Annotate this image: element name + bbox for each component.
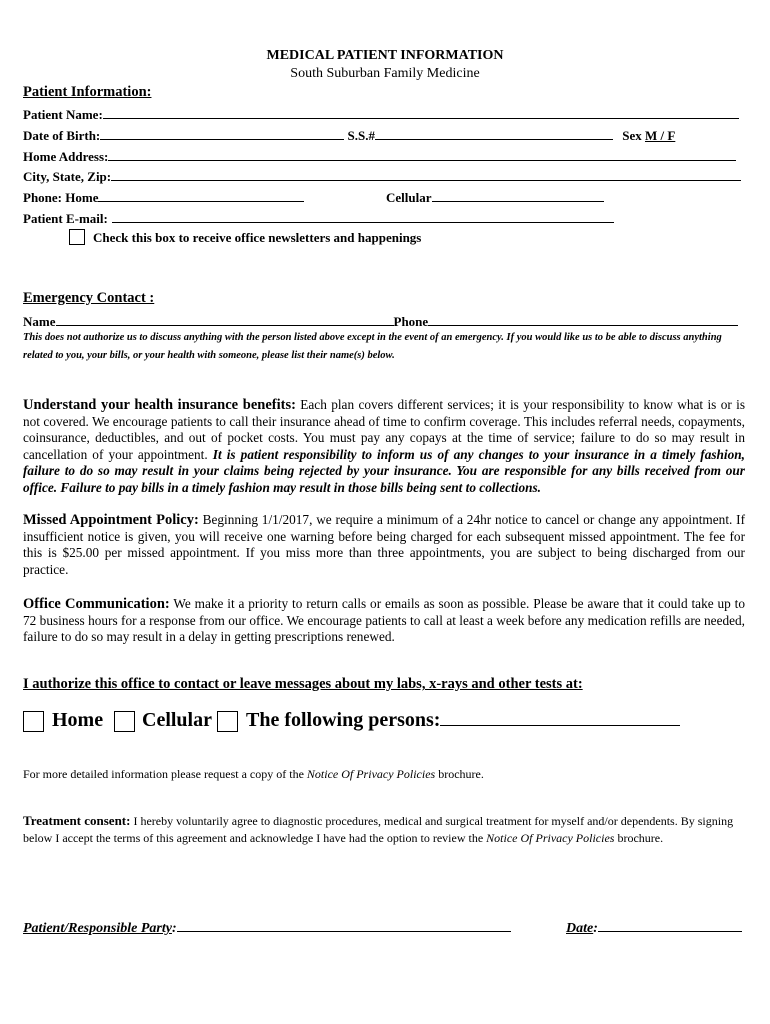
consent-text: I hereby voluntarily agree to diagnostic procedures, medical and surgical treatment for myself and/or dependents. By signing below I accept the terms of this agreement and acknowledge I have had the option to review the bbox=[23, 814, 734, 845]
ss-label: S.S.# bbox=[347, 128, 375, 143]
address-field[interactable] bbox=[108, 148, 736, 161]
missed-appointment-paragraph bbox=[23, 512, 745, 578]
practice-name: South Suburban Family Medicine bbox=[290, 66, 480, 81]
sex-label: Sex bbox=[622, 128, 642, 143]
patient-name-field[interactable] bbox=[103, 106, 739, 119]
dob-field[interactable] bbox=[100, 127, 344, 140]
city-field[interactable] bbox=[111, 168, 741, 181]
authorize-persons-field[interactable] bbox=[440, 709, 680, 726]
dob-label: Date of Birth: bbox=[23, 128, 101, 143]
consent-text-after: brochure. bbox=[614, 831, 664, 845]
emergency-row bbox=[23, 313, 738, 330]
emergency-phone-label: Phone bbox=[393, 314, 429, 329]
authorize-persons-checkbox[interactable] bbox=[217, 711, 238, 732]
cellular-field[interactable] bbox=[432, 189, 604, 202]
authorize-heading: I authorize this office to contact or leave messages about my labs, x-rays and other tests at: bbox=[23, 676, 583, 692]
city-row bbox=[23, 168, 741, 185]
sex-options[interactable]: M / F bbox=[644, 128, 676, 143]
communication-heading: Office Communication: bbox=[23, 596, 170, 612]
authorize-home-checkbox[interactable] bbox=[23, 711, 44, 732]
privacy-note bbox=[23, 767, 484, 782]
authorize-persons-row bbox=[246, 709, 680, 732]
signature-label: Patient/Responsible Party bbox=[23, 921, 172, 936]
date-label: Date bbox=[566, 921, 594, 936]
date-field[interactable] bbox=[598, 918, 742, 932]
insurance-paragraph bbox=[23, 397, 745, 497]
cellular-label: Cellular bbox=[386, 190, 432, 205]
date-row: Date: bbox=[566, 918, 742, 937]
emergency-heading: Emergency Contact : bbox=[23, 290, 155, 306]
consent-paragraph bbox=[23, 812, 745, 847]
signature-field[interactable] bbox=[177, 918, 511, 932]
patient-info-heading: Patient Information: bbox=[23, 84, 152, 100]
emergency-name-field[interactable] bbox=[56, 313, 394, 326]
email-label: Patient E-mail: bbox=[23, 211, 108, 226]
email-field[interactable] bbox=[112, 210, 614, 223]
patient-name-label: Patient Name: bbox=[23, 107, 103, 122]
communication-text: We make it a priority to return calls or emails as soon as possible. Please be aware that it could take up to 72 business hours for a response from our office. We encourage patients to call at least a week before any medication refills are needed, failure to do so may result in a delay in getting prescriptions renewed. bbox=[23, 596, 745, 645]
signature-row: Patient/Responsible Party: bbox=[23, 918, 511, 937]
insurance-heading: Understand your health insurance benefits: bbox=[23, 397, 296, 413]
privacy-text-after: brochure. bbox=[435, 767, 484, 781]
city-label: City, State, Zip: bbox=[23, 169, 112, 184]
phone-row bbox=[23, 189, 304, 206]
emergency-note: This does not authorize us to discuss anything with the person listed above except in the event of an emergency. If you would like us to be able to discuss anything related to you, your bills, or your health with someone, please list their name(s) below. bbox=[23, 332, 722, 361]
dob-row bbox=[23, 127, 675, 144]
insurance-emphasis: It is patient responsibility to inform us of any changes to your insurance in a timely fashion, failure to do so may result in your claims being rejected by your insurance. You are responsible for any bills received from our office. Failure to pay bills in a timely fashion may result in those bills being sent to collections. bbox=[23, 446, 745, 495]
privacy-doc-name: Notice Of Privacy Policies bbox=[306, 767, 436, 781]
communication-paragraph bbox=[23, 596, 745, 646]
address-row bbox=[23, 148, 736, 165]
patient-name-row bbox=[23, 106, 739, 123]
newsletter-label: Check this box to receive office newsletters and happenings bbox=[93, 230, 422, 245]
authorize-home-label: Home bbox=[52, 709, 104, 731]
newsletter-checkbox[interactable] bbox=[69, 229, 85, 245]
authorize-cellular-label: Cellular bbox=[142, 709, 212, 731]
consent-doc-name: Notice Of Privacy Policies bbox=[486, 831, 615, 845]
authorize-persons-label: The following persons: bbox=[246, 709, 441, 731]
missed-text: Beginning 1/1/2017, we require a minimum of a 24hr notice to cancel or change any appointment. If insufficient notice is given, you will receive one warning before being charged for each subsequent missed appointment. The fee for this is $25.00 per missed appointment. If you miss more than three appointments, you are subject to being discharged from our practice. bbox=[23, 512, 745, 577]
address-label: Home Address: bbox=[23, 149, 109, 164]
emergency-phone-field[interactable] bbox=[428, 313, 738, 326]
phone-home-label: Phone: Home bbox=[23, 190, 99, 205]
cellular-row bbox=[386, 189, 604, 206]
consent-heading: Treatment consent: bbox=[23, 813, 131, 828]
insurance-text: Each plan covers different services; it is your responsibility to know what is or is not covered. We encourage patients to call their insurance ahead of time to confirm coverage. This includes referral needs, copayments, coinsurance, deductibles, and out of pocket costs. You must pay any copays at the time of service; failure to do so may result in cancellation of your appointment. bbox=[23, 397, 745, 462]
missed-heading: Missed Appointment Policy: bbox=[23, 512, 199, 528]
phone-home-field[interactable] bbox=[98, 189, 304, 202]
privacy-text: For more detailed information please request a copy of the bbox=[23, 767, 307, 781]
emergency-name-label: Name bbox=[23, 314, 56, 329]
ss-field[interactable] bbox=[375, 127, 613, 140]
form-title: MEDICAL PATIENT INFORMATION bbox=[266, 48, 504, 63]
email-row bbox=[23, 210, 614, 227]
authorize-cellular-checkbox[interactable] bbox=[114, 711, 135, 732]
